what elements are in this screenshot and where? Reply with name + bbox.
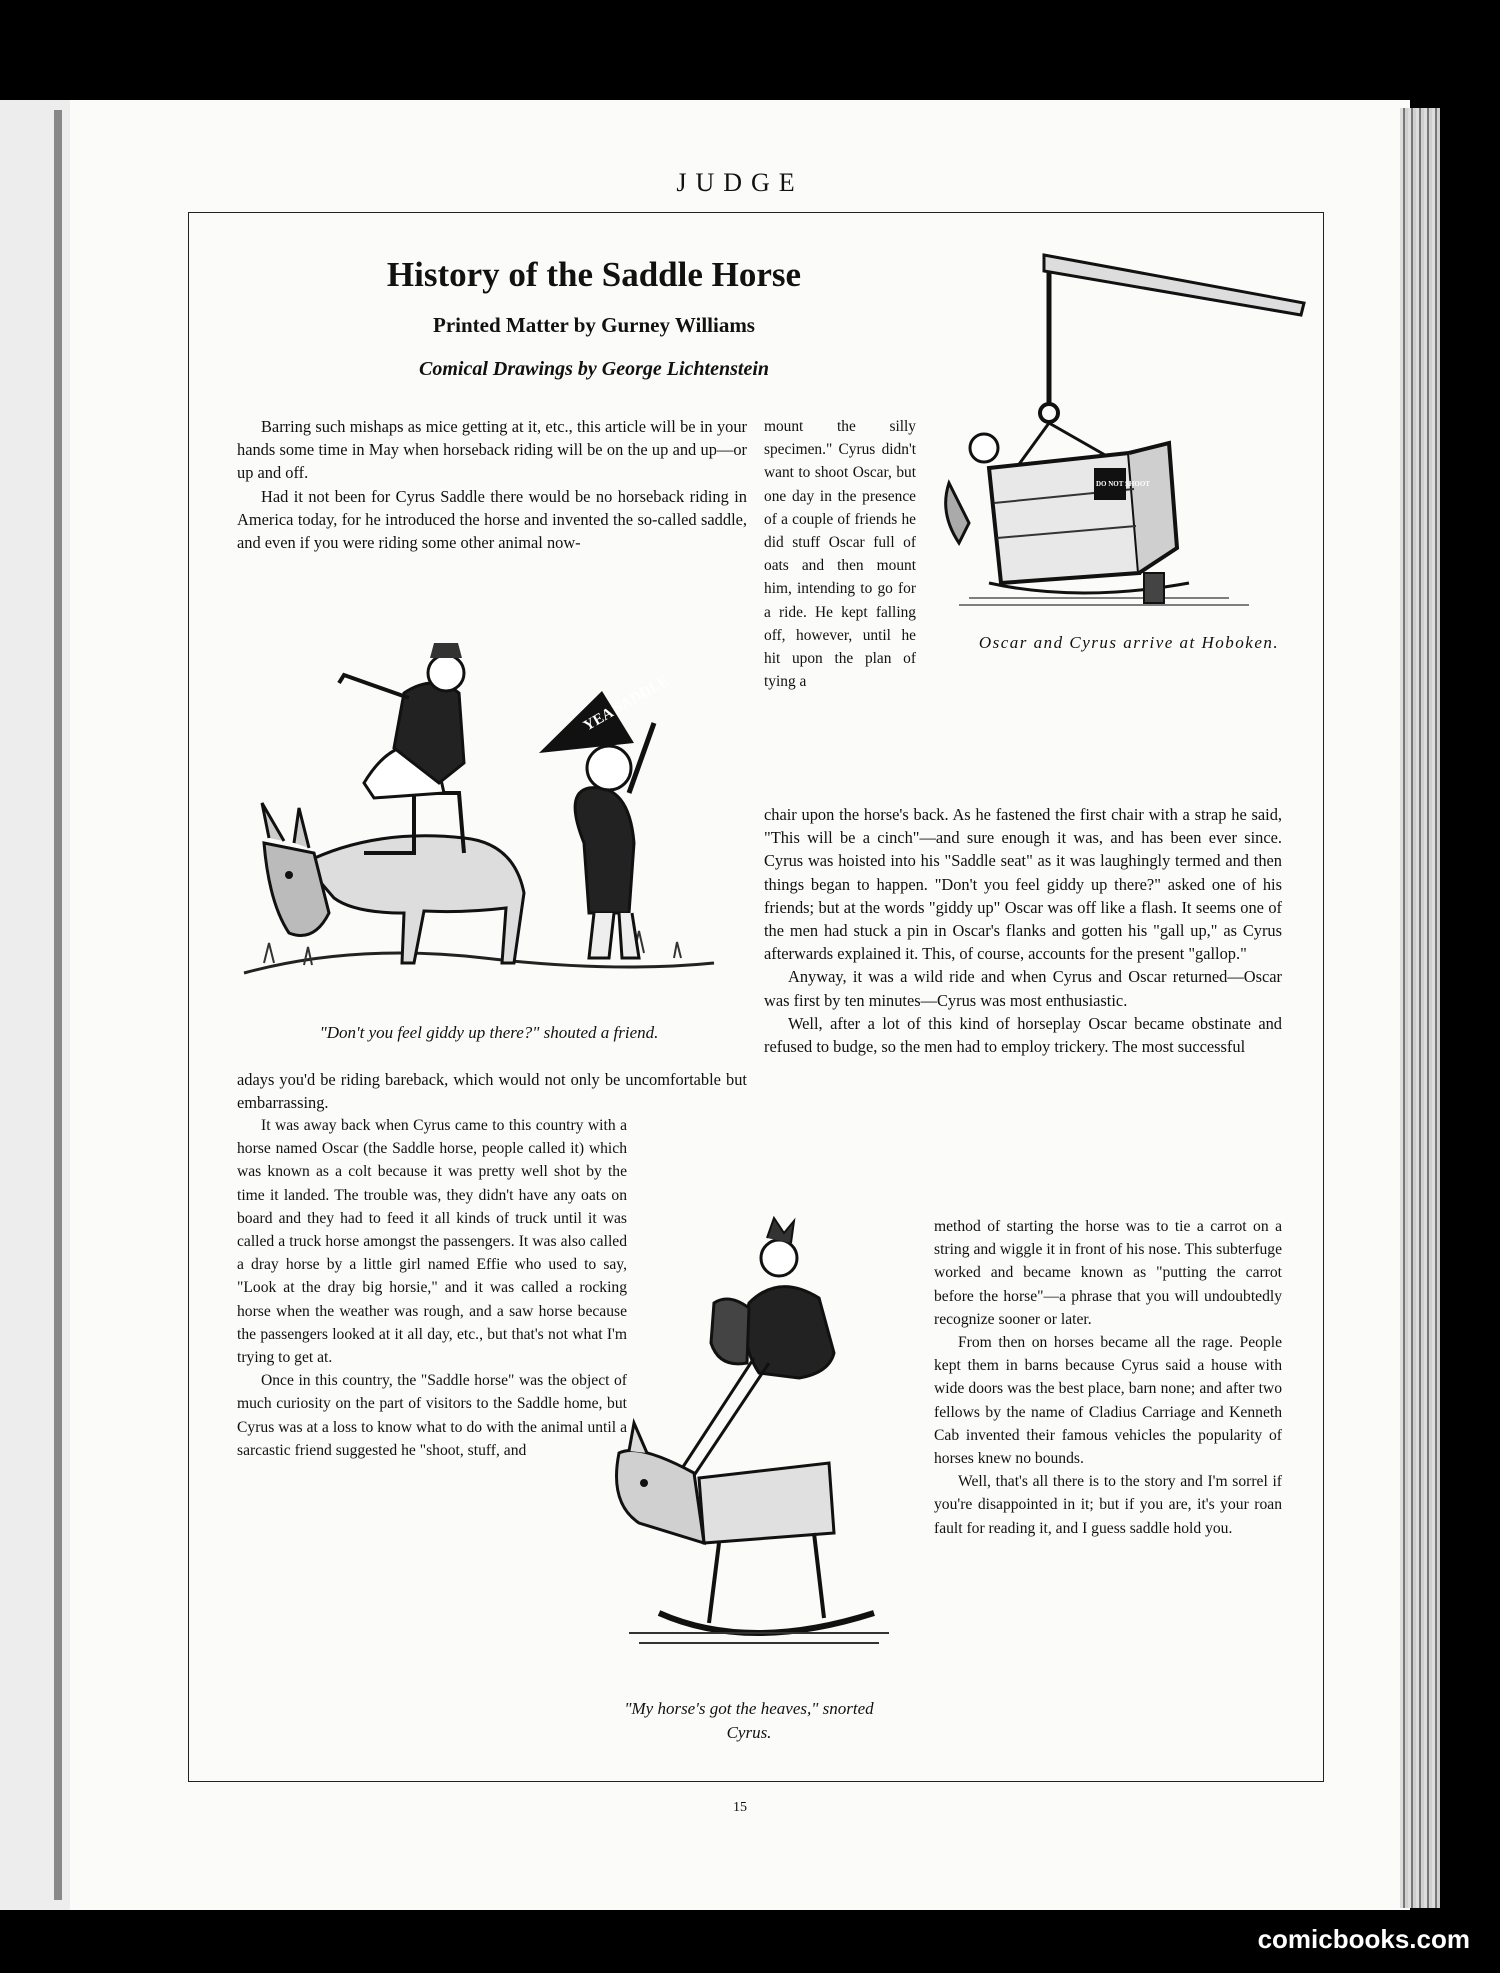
paragraph: Once in this country, the "Saddle horse" was the object of much curiosity on the part of visitors to the Saddle home, but Cyrus was at a loss to know what to do with the animal until a sarcastic friend suggested he "shoot, stuff, and <box>237 1372 627 1459</box>
paragraph: Well, after a lot of this kind of horseplay Oscar became obstinate and refused to budge, so the men had to employ trickery. The most successful <box>764 1013 1282 1057</box>
paragraph: adays you'd be riding bareback, which would not only be uncomfortable but embarrassing. <box>237 1070 747 1113</box>
article-title: History of the Saddle Horse <box>386 255 802 294</box>
paragraph: Had it not been for Cyrus Saddle there would be no horseback riding in America today, for he introduced the horse and invented the so-called saddle, and even if you were riding some other animal now- <box>237 486 747 553</box>
facing-page-edge <box>0 100 74 1910</box>
paragraph: From then on horses became all the rage. People kept them in barns because Cyrus said a house with wide doors was the best place, barn none; and after two fellows by the name of Cladius Carriage and Kenneth Cab invented their famous vehicles the popularity of horses knew no bounds. <box>934 1334 1282 1468</box>
paragraph: Well, that's all there is to the story and I'm sorrel if you're disappointed in it; but if you are, it's your roan fault for reading it, and I guess saddle hold you. <box>934 1473 1282 1537</box>
paragraph: method of starting the horse was to tie a carrot on a string and wiggle it in front of his nose. This subterfuge worked and became known as "putting the carrot before the horse"—a phrase that you will undoubtedly recognize sooner or later. <box>934 1218 1282 1328</box>
rocking-horse-drawing <box>599 1213 899 1673</box>
donkey-caption: "Don't you feel giddy up there?" shouted a friend. <box>319 1023 659 1042</box>
magazine-page <box>70 100 1410 1910</box>
column-2-wide <box>764 803 1282 1058</box>
chair-on-horse-drawing <box>234 613 734 1008</box>
hoisted-crate-drawing <box>929 243 1319 623</box>
paragraph: It was away back when Cyrus came to this country with a horse named Oscar (the Saddle horse, people called it) which was known as a colt because it was pretty well shot by the time it landed. The trouble was, they didn't have any oats on board and they had to feed it all kinds of truck until it was called a truck horse amongst the passengers. It was also called a dray horse by a little girl named Effie who used to say, "Look at the dray big horsie," and it was called a rocking horse when the weather was rough, and a saw horse because the passengers looked at it all day, etc., but that's not what I'm trying to get at. <box>237 1117 627 1367</box>
column-1-top <box>237 415 747 554</box>
article-frame <box>188 212 1324 1782</box>
column-2-narrow <box>764 415 916 693</box>
column-3-bottom <box>934 1215 1282 1540</box>
article-title-block <box>359 255 829 381</box>
paragraph: chair upon the horse's back. As he fastened the first chair with a strap he said, "This will be a cinch"—and sure enough it was, and has been ever since. Cyrus was hoisted into his "Saddle seat" as it was laughingly termed and then things began to happen. "Don't you feel giddy up there?" asked one of his friends; but at the words "giddy up" Oscar was off like a flash. It seems one of the men had stuck a pin in Oscar's flanks and gotten his "gall up," as Cyrus afterwards explained it. This, of course, accounts for the present "gallop." <box>764 805 1282 964</box>
article-byline: Printed Matter by Gurney Williams <box>433 313 755 337</box>
magazine-header: JUDGE <box>676 168 804 197</box>
crate-sign: DO NOT SHOOT <box>1096 480 1150 488</box>
column-1-bottom-wide <box>237 1068 747 1114</box>
page-stack-edge <box>1400 108 1440 1908</box>
page-number: 15 <box>733 1800 747 1815</box>
rocking-horse-caption: "My horse's got the heaves," snorted Cyrus. <box>624 1699 874 1742</box>
pennant-text: YEA SADDLE <box>581 672 672 735</box>
article-credit: Comical Drawings by George Lichtenstein <box>419 358 769 380</box>
crate-caption: Oscar and Cyrus arrive at Hoboken. <box>978 633 1280 652</box>
watermark: comicbooks.com <box>1257 1924 1470 1954</box>
paragraph: Barring such mishaps as mice getting at it, etc., this article will be in your hands some time in May when horseback riding will be on the up and up—or up and off. <box>237 417 747 483</box>
paragraph: Anyway, it was a wild ride and when Cyrus and Oscar returned—Oscar was first by ten minutes—Cyrus was most enthusiastic. <box>764 967 1282 1010</box>
column-1-bottom-narrow <box>237 1114 627 1462</box>
binding-strip <box>54 110 62 1900</box>
paragraph: mount the silly specimen." Cyrus didn't want to shoot Oscar, but one day in the presence of a couple of friends he did stuff Oscar full of oats and then mount him, intending to go for a ride. He kept falling off, however, until he hit upon the plan of tying a <box>764 418 916 691</box>
